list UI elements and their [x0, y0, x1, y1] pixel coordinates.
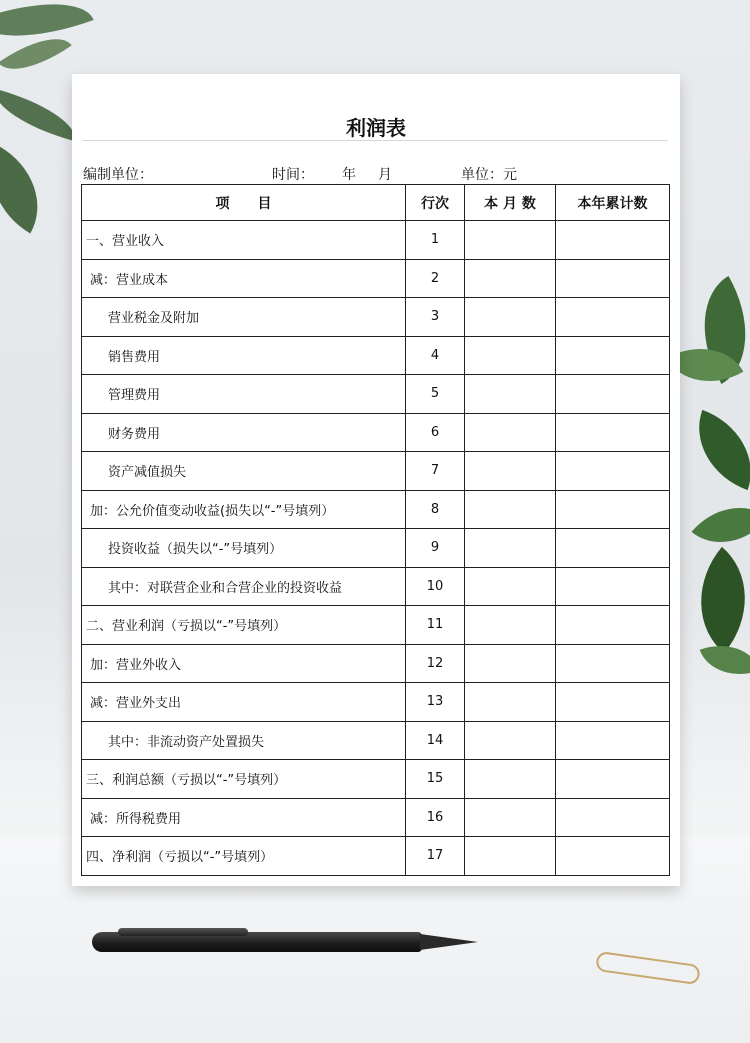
pen-clip [118, 928, 248, 936]
row-item-label: 资产减值损失 [82, 452, 406, 491]
header-item: 项 目 [82, 185, 406, 221]
table-row [82, 375, 670, 414]
row-line-number: 2 [406, 259, 465, 298]
current-month-cell[interactable] [465, 721, 556, 760]
row-item-label: 加：营业外收入 [82, 644, 406, 683]
current-month-cell[interactable] [465, 760, 556, 799]
pen-tip [420, 934, 478, 950]
current-month-cell[interactable] [465, 837, 556, 876]
year-to-date-cell[interactable] [556, 452, 670, 491]
row-line-number: 4 [406, 336, 465, 375]
year-to-date-cell[interactable] [556, 683, 670, 722]
row-line-number: 5 [406, 375, 465, 414]
table-row [82, 452, 670, 491]
current-month-cell[interactable] [465, 221, 556, 260]
title-divider [82, 140, 668, 141]
table-row [82, 259, 670, 298]
document-title: 利润表 [346, 116, 406, 140]
row-line-number: 8 [406, 490, 465, 529]
year-to-date-cell[interactable] [556, 490, 670, 529]
year-to-date-cell[interactable] [556, 336, 670, 375]
row-item-label: 一、营业收入 [82, 221, 406, 260]
current-month-cell[interactable] [465, 375, 556, 414]
year-to-date-cell[interactable] [556, 760, 670, 799]
table-row [82, 837, 670, 876]
profit-statement-sheet [72, 74, 680, 886]
row-item-label: 营业税金及附加 [82, 298, 406, 337]
row-line-number: 9 [406, 529, 465, 568]
row-item-label: 投资收益（损失以“-”号填列） [82, 529, 406, 568]
unit-org-label: 编制单位： [83, 167, 153, 183]
current-month-cell[interactable] [465, 798, 556, 837]
row-line-number: 10 [406, 567, 465, 606]
table-row [82, 567, 670, 606]
current-month-cell[interactable] [465, 452, 556, 491]
row-item-label: 财务费用 [82, 413, 406, 452]
table-row [82, 683, 670, 722]
current-month-cell[interactable] [465, 683, 556, 722]
year-to-date-cell[interactable] [556, 798, 670, 837]
current-month-cell[interactable] [465, 606, 556, 645]
row-item-label: 减：营业外支出 [82, 683, 406, 722]
year-to-date-cell[interactable] [556, 221, 670, 260]
year-to-date-cell[interactable] [556, 259, 670, 298]
year-to-date-cell[interactable] [556, 567, 670, 606]
row-item-label: 销售费用 [82, 336, 406, 375]
row-line-number: 3 [406, 298, 465, 337]
row-item-label: 管理费用 [82, 375, 406, 414]
year-to-date-cell[interactable] [556, 298, 670, 337]
row-line-number: 17 [406, 837, 465, 876]
year-label: 年 [342, 167, 356, 183]
table-row [82, 336, 670, 375]
year-to-date-cell[interactable] [556, 413, 670, 452]
current-month-cell[interactable] [465, 259, 556, 298]
row-line-number: 11 [406, 606, 465, 645]
header-current-month: 本 月 数 [465, 185, 556, 221]
current-month-cell[interactable] [465, 336, 556, 375]
year-to-date-cell[interactable] [556, 375, 670, 414]
current-month-cell[interactable] [465, 567, 556, 606]
year-to-date-cell[interactable] [556, 529, 670, 568]
year-to-date-cell[interactable] [556, 606, 670, 645]
row-item-label: 减：营业成本 [82, 259, 406, 298]
row-item-label: 其中：对联营企业和合营企业的投资收益 [82, 567, 406, 606]
table-row [82, 221, 670, 260]
current-month-cell[interactable] [465, 529, 556, 568]
row-item-label: 三、利润总额（亏损以“-”号填列） [82, 760, 406, 799]
row-line-number: 15 [406, 760, 465, 799]
row-line-number: 7 [406, 452, 465, 491]
table-row [82, 798, 670, 837]
row-item-label: 减：所得税费用 [82, 798, 406, 837]
row-line-number: 1 [406, 221, 465, 260]
current-month-cell[interactable] [465, 490, 556, 529]
month-label: 月 [378, 167, 392, 183]
table-row [82, 490, 670, 529]
row-line-number: 13 [406, 683, 465, 722]
table-row [82, 644, 670, 683]
table-row [82, 606, 670, 645]
year-to-date-cell[interactable] [556, 644, 670, 683]
table-row [82, 721, 670, 760]
table-row [82, 760, 670, 799]
currency-unit-label: 单位：元 [461, 167, 517, 183]
table-header-row [82, 185, 670, 221]
current-month-cell[interactable] [465, 644, 556, 683]
header-line-no: 行次 [406, 185, 465, 221]
row-item-label: 四、净利润（亏损以“-”号填列） [82, 837, 406, 876]
table-row [82, 298, 670, 337]
current-month-cell[interactable] [465, 298, 556, 337]
row-item-label: 二、营业利润（亏损以“-”号填列） [82, 606, 406, 645]
time-label: 时间： [272, 167, 314, 183]
row-line-number: 6 [406, 413, 465, 452]
row-line-number: 12 [406, 644, 465, 683]
header-year-to-date: 本年累计数 [556, 185, 670, 221]
row-item-label: 其中：非流动资产处置损失 [82, 721, 406, 760]
table-row [82, 413, 670, 452]
year-to-date-cell[interactable] [556, 721, 670, 760]
year-to-date-cell[interactable] [556, 837, 670, 876]
row-line-number: 14 [406, 721, 465, 760]
current-month-cell[interactable] [465, 413, 556, 452]
row-item-label: 加：公允价值变动收益(损失以“-”号填列） [82, 490, 406, 529]
table-row [82, 529, 670, 568]
row-line-number: 16 [406, 798, 465, 837]
profit-table [81, 184, 670, 876]
